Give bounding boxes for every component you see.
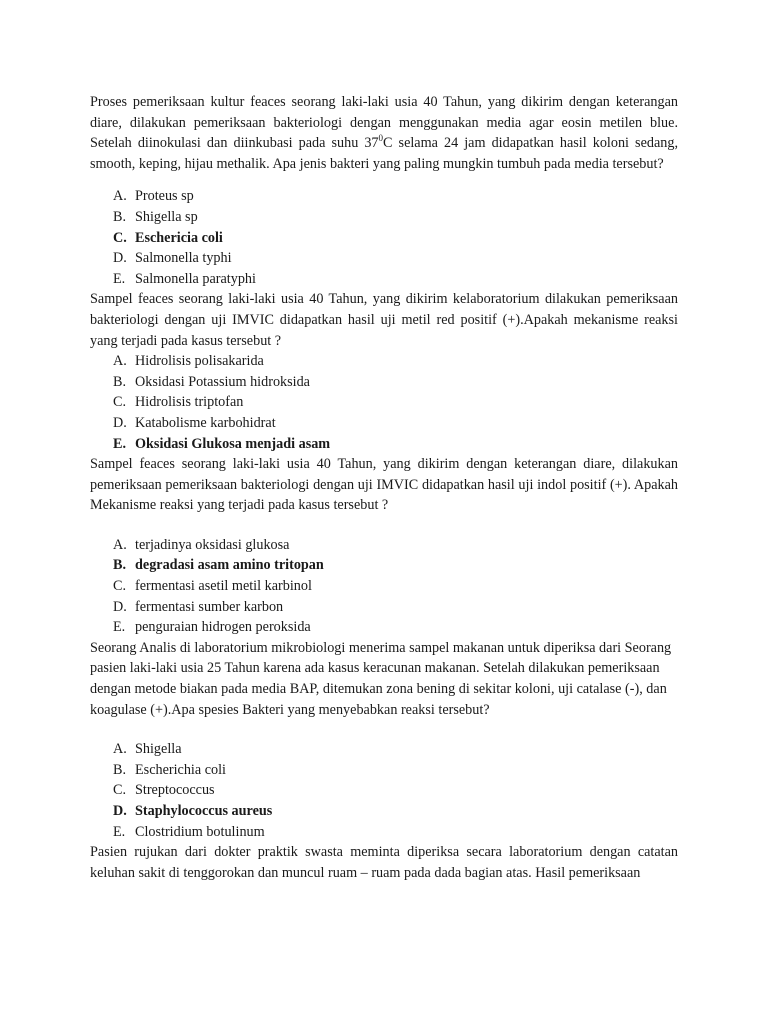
option: A. Shigella [113,741,182,758]
option: B. Shigella sp [113,208,198,225]
question-2-stem: Sampel feaces seorang laki-laki usia 40 Tahun, yang dikirim kelaboratorium dilakukan pemeriksaan bakteriologi dengan uji IMVIC didapatkan hasil uji metil red positif (+).Apakah mekanisme reaksi yang terjadi pada kasus tersebut ? [90,291,678,349]
question-5 [90,842,678,883]
option: C. Hidrolisis triptofan [113,394,244,411]
question-5-stem: Pasien rujukan dari dokter praktik swasta meminta diperiksa secara laboratorium dengan catatan keluhan sakit di tenggorokan dan muncul ruam – ruam pada dada bagian atas. Hasil pemeriksaan [90,844,678,881]
question-2-options [90,351,678,454]
option: E. Clostridium botulinum [113,823,265,840]
question-1-options [90,186,678,289]
option: E. Salmonella paratyphi [113,270,256,287]
question-3-options [90,535,678,638]
option-correct: E. Oksidasi Glukosa menjadi asam [113,435,331,452]
question-1 [90,92,678,289]
option: D. fermentasi sumber karbon [113,598,284,615]
question-4-stem: Seorang Analis di laboratorium mikrobiologi menerima sampel makanan untuk diperiksa dari Seorang pasien laki-laki usia 25 Tahun karena ada kasus keracunan makanan. Setelah dilakukan pemeriksaan dengan metode biakan pada media BAP, ditemukan zona bening di sekitar koloni, uji catalase (-), dan koagulase (+).Apa spesies Bakteri yang menyebabkan reaksi tersebut? [90,639,672,718]
option-correct: D. Staphylococcus aureus [113,803,273,819]
option: D. Katabolisme karbohidrat [113,414,276,431]
question-4 [90,638,678,842]
temperature-superscript: 0 [378,133,384,144]
option: E. penguraian hidrogen peroksida [113,619,311,636]
option: B. Escherichia coli [113,761,226,778]
option: C. Streptococcus [113,782,215,799]
option: B. Oksidasi Potassium hidroksida [113,373,310,390]
option: D. Salmonella typhi [113,250,232,267]
option: A. Hidrolisis polisakarida [113,353,264,370]
option: A. terjadinya oksidasi glukosa [113,536,290,553]
question-3-stem: Sampel feaces seorang laki-laki usia 40 Tahun, yang dikirim dengan keterangan diare, dilakukan pemeriksaan pemeriksaan bakteriologi dengan uji IMVIC didapatkan hasil uji indol positif (+). Apakah Mekanisme reaksi yang terjadi pada kasus tersebut ? [90,456,678,514]
question-1-stem: Proses pemeriksaan kultur feaces seorang laki-laki usia 40 Tahun, yang dikirim dengan keterangan diare, dilakukan pemeriksaan bakteriologi dengan menggunakan media agar eosin metilen blue. Setelah diinokulasi dan diinkubasi pada suhu $37^0C$ selama 24 jam didapatkan hasil koloni sedang, smooth, keping, hijau methalik. Apa jenis bakteri yang paling mungkin tumbuh pada media tersebut? [90,94,678,172]
question-4-options [90,739,678,842]
option-correct: B. degradasi asam amino tritopan [113,557,324,574]
option: A. Proteus sp [113,188,194,205]
option-correct: C. Eschericia coli [113,229,223,246]
option: C. fermentasi asetil metil karbinol [113,578,312,595]
question-3 [90,454,678,638]
question-2 [90,289,678,454]
